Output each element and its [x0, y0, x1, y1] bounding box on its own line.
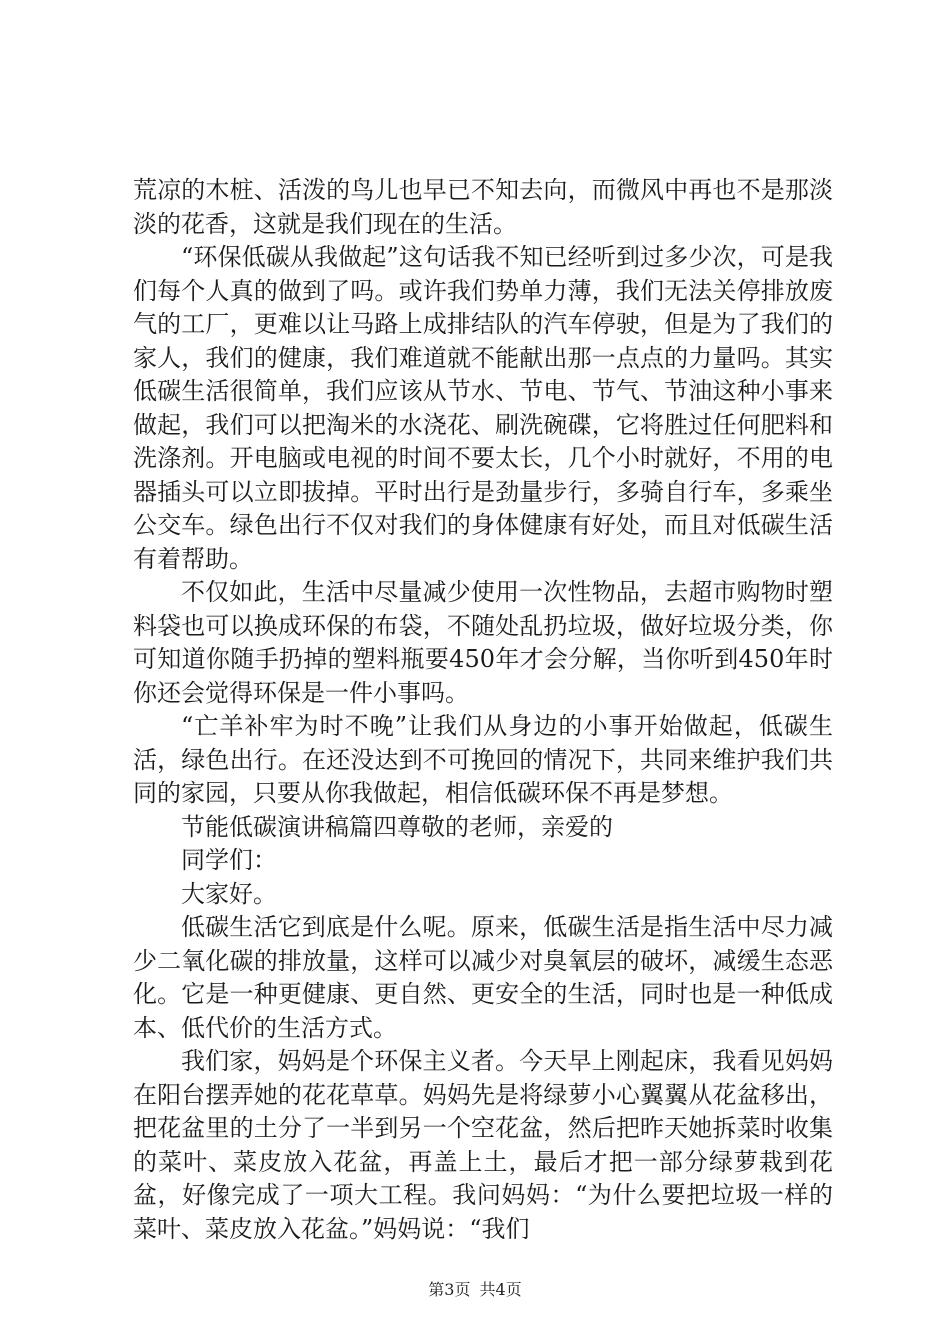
- page-number: 第3页: [428, 1280, 471, 1299]
- section-heading: 节能低碳演讲稿篇四尊敬的老师，亲爱的: [181, 812, 613, 841]
- document-body: [133, 174, 833, 1246]
- paragraph: 荒凉的木桩、活泼的鸟儿也早已不知去向，而微风中再也不是那淡淡的花香，这就是我们现在的生活。: [133, 176, 833, 238]
- page-footer: [0, 1280, 950, 1300]
- greeting: 大家好。: [181, 879, 277, 908]
- paragraph: “亡羊补牢为时不晚”让我们从身边的小事开始做起，低碳生活，绿色出行。在还没达到不可挽回的情况下，共同来维护我们共同的家园，只要从你我做起，相信低碳环保不再是梦想。: [133, 712, 833, 807]
- page-total: 共4页: [479, 1280, 522, 1299]
- paragraph: 低碳生活它到底是什么呢。原来，低碳生活是指生活中尽力减少二氧化碳的排放量，这样可以减少对臭氧层的破坏，减缓生态恶化。它是一种更健康、更自然、更安全的生活，同时也是一种低成本、低代价的生活方式。: [133, 913, 833, 1042]
- paragraph: 不仅如此，生活中尽量减少使用一次性物品，去超市购物时塑料袋也可以换成环保的布袋，不随处乱扔垃圾，做好垃圾分类，你可知道你随手扔掉的塑料瓶要450年才会分解，当你听到450年时你还会觉得环保是一件小事吗。: [133, 578, 833, 707]
- paragraph: “环保低碳从我做起”这句话我不知已经听到过多少次，可是我们每个人真的做到了吗。或许我们势单力薄，我们无法关停排放废气的工厂，更难以让马路上成排结队的汽车停驶，但是为了我们的家人，我们的健康，我们难道就不能献出那一点点的力量吗。其实低碳生活很简单，我们应该从节水、节电、节气、节油这种小事来做起，我们可以把淘米的水浇花、刷洗碗碟，它将胜过任何肥料和洗涤剂。开电脑或电视的时间不要太长，几个小时就好，不用的电器插头可以立即拔掉。平时出行是劲量步行，多骑自行车，多乘坐公交车。绿色出行不仅对我们的身体健康有好处，而且对低碳生活有着帮助。: [133, 243, 833, 573]
- paragraph: 我们家，妈妈是个环保主义者。今天早上刚起床，我看见妈妈在阳台摆弄她的花花草草。妈妈先是将绿萝小心翼翼从花盆移出，把花盆里的土分了一半到另一个空花盆，然后把昨天她拆菜时收集的菜叶、菜皮放入花盆，再盖上土，最后才把一部分绿萝栽到花盆，好像完成了一项大工程。我问妈妈：“为什么要把垃圾一样的菜叶、菜皮放入花盆。”妈妈说：“我们: [133, 1047, 833, 1243]
- salutation: 同学们：: [181, 846, 277, 874]
